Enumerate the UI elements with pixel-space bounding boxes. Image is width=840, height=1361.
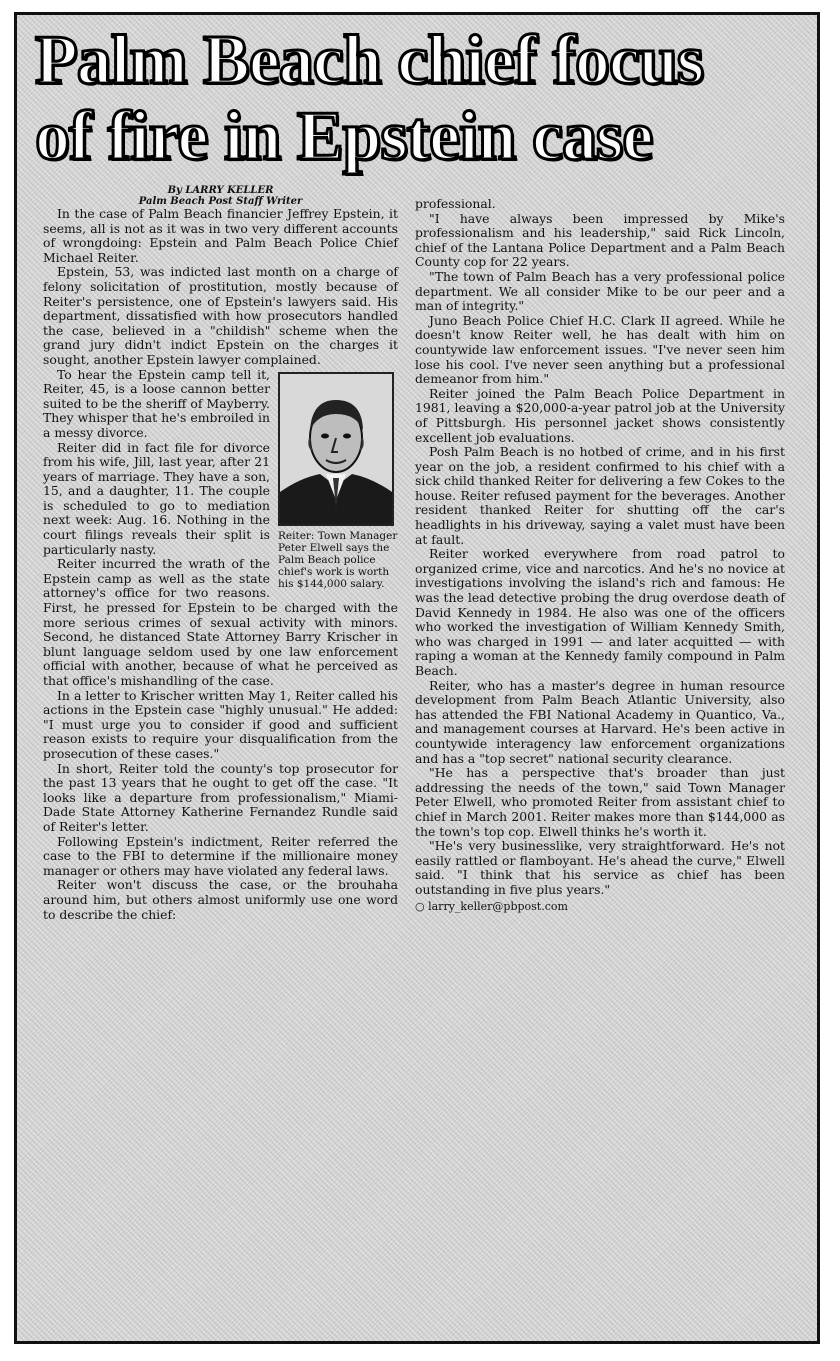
email-text: larry_keller@pbpost.com <box>428 899 568 913</box>
paragraph: In a letter to Krischer written May 1, Reiter called his actions in the Epstein case "highly unusual." He added: "I must urge you to consider if good and sufficient reason exists to require your disqualification from the prosecution of these cases." <box>43 687 398 761</box>
paragraph: Epstein, 53, was indicted last month on a charge of felony solicitation of prostitution, mostly because of Reiter's persistence, one of Epstein's lawyers said. His department, dissatisfied with how prosecutors handled the case, believed in a "childish" scheme when the grand jury didn't indict Epstein on the charges it sought, another Epstein lawyer complained. <box>43 264 398 367</box>
byline-org: Palm Beach Post Staff Writer <box>138 196 303 207</box>
right-column <box>415 197 785 914</box>
portrait-photo <box>278 372 394 526</box>
photo-caption: Reiter: Town Manager Peter Elwell says the Palm Beach police chief's work is worth his $144,000 salary. <box>278 529 398 590</box>
paragraph: Reiter, who has a master's degree in human resource development from Palm Beach Atlantic University, also has attended the FBI National Academy in Quantico, Va., and management courses at Harvard. He's been active in countywide interagency law enforcement organizations and has a "top secret" national security clearance. <box>415 677 785 766</box>
circle-icon: ○ <box>415 899 425 913</box>
headline-line-1: Palm Beach chief focus <box>35 22 704 99</box>
paragraph: In the case of Palm Beach financier Jeffrey Epstein, it seems, all is not as it was in two very different accounts of wrongdoing: Epstein and Palm Beach Police Chief Michael Reiter. <box>43 206 398 265</box>
paragraph: Following Epstein's indictment, Reiter referred the case to the FBI to determine if the millionaire money manager or others may have violated any federal laws. <box>43 833 398 878</box>
paragraph: In short, Reiter told the county's top prosecutor for the past 13 years that he ought to get off the case. "It looks like a departure from professionalism," Miami-Dade State Attorney Katherine Fernandez Rundle said of Reiter's letter. <box>43 760 398 834</box>
paragraph: Reiter worked everywhere from road patrol to organized crime, vice and narcotics. And he's no novice at investigations involving the island's rich and famous: He was the lead detective probing the drug overdose death of David Kennedy in 1984. He also was one of the officers who worked the investigation of William Kennedy Smith, who was charged in 1991 — and later acquitted — with raping a woman at the Kennedy family compound in Palm Beach. <box>415 546 785 678</box>
byline-name: By LARRY KELLER <box>167 185 274 196</box>
paragraph: Posh Palm Beach is no hotbed of crime, and in his first year on the job, a resident confirmed to his chief with a sick child thanked Reiter for delivering a few Cokes to the house. Reiter refused payment for the beverages. Another resident thanked Reiter for shutting off the car's headlights in his driveway, saying a valet must have been at fault. <box>415 444 785 547</box>
paragraph: To hear the Epstein camp tell it, Reiter, 45, is a loose cannon better suited to be the sheriff of Mayberry. They whisper that he's embroiled in a messy divorce. <box>43 366 270 440</box>
paragraph: professional. <box>415 196 496 211</box>
paragraph: "I have always been impressed by Mike's professionalism and his leadership," said Rick Lincoln, chief of the Lantana Police Department and a Palm Beach County cop for 22 years. <box>415 210 785 270</box>
paragraph: Reiter incurred the wrath of the Epstein camp as well as the state attorney's office for two reasons. First, he pressed for Epstein to be charged with the more serious crimes of sexual activity with minors. Second, he distanced State Attorney Barry Krischer in blunt language seldom used by one law enforcement official with another, because of what he perceived as that office's mishandling of the case. <box>43 556 398 688</box>
paragraph: "The town of Palm Beach has a very professional police department. We all consider Mike to be our peer and a man of integrity." <box>415 268 785 314</box>
paragraph: Reiter joined the Palm Beach Police Department in 1981, leaving a $20,000-a-year patrol job at the University of Pittsburgh. His personnel jacket shows consistently excellent job evaluations. <box>415 385 785 445</box>
portrait-image <box>280 374 392 524</box>
paragraph: "He's very businesslike, very straightforward. He's not easily rattled or flamboyant. He's ahead the curve," Elwell said. "I think that his service as chief has been outstanding in five plus years." <box>415 838 785 897</box>
newspaper-clipping <box>14 12 820 1344</box>
headline <box>35 23 805 175</box>
photo-block <box>278 372 398 590</box>
paragraph: "He has a perspective that's broader than just addressing the needs of the town," said Town Manager Peter Elwell, who promoted Reiter from assistant chief to chief in March 2001. Reiter makes more than $144,000 as the town's top cop. Elwell thinks he's worth it. <box>415 765 785 839</box>
headline-line-2: of fire in Epstein case <box>35 98 653 175</box>
paragraph: Reiter did in fact file for divorce from his wife, Jill, last year, after 21 years of marriage. They have a son, 15, and a daughter, 11. The couple is scheduled to go to mediation next week: Aug. 16. Nothing in the court filings reveals their split is particularly nasty. <box>43 439 270 557</box>
email-signature <box>415 900 785 915</box>
left-column <box>43 185 398 922</box>
paragraph: Juno Beach Police Chief H.C. Clark II agreed. While he doesn't know Reiter well, he has dealt with him on countywide law enforcement issues. "I've never seen him lose his cool. I've never seen anything but a professional demeanor from him." <box>415 312 785 387</box>
paragraph: Reiter won't discuss the case, or the brouhaha around him, but others almost uniformly use one word to describe the chief: <box>43 877 398 922</box>
